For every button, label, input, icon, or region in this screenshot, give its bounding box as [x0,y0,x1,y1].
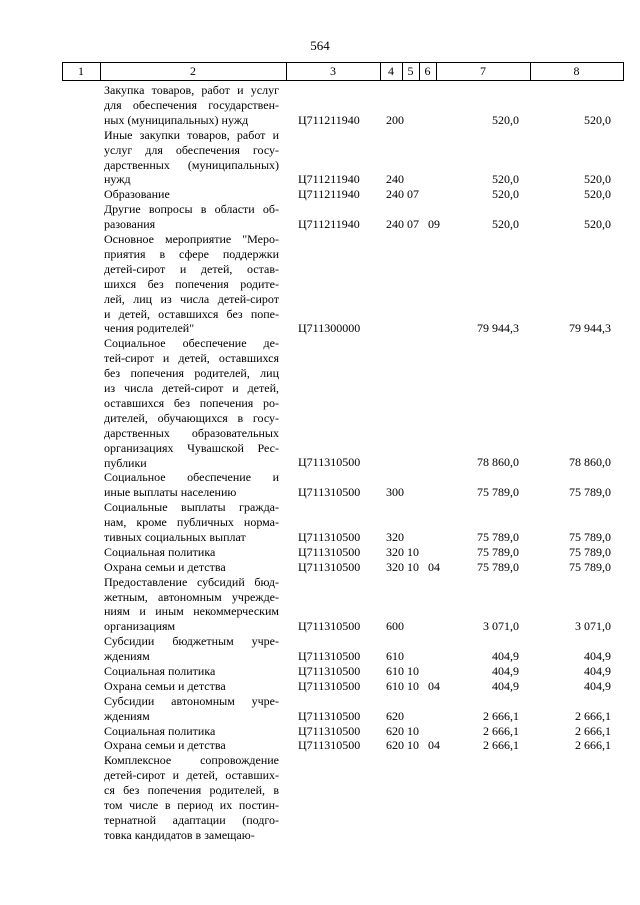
header-col-1: 1 [78,64,84,78]
row-name-line: Охрана семьи и детства [104,559,226,574]
row-vr: 600 [386,619,404,634]
row-value-8: 520,0 [584,172,611,187]
row-code: Ц711310500 [298,664,361,678]
row-value-7: 2 666,1 [483,738,519,753]
row-vr: 240 [386,217,404,232]
row-name-line: детей-сирот и детей, остав- [104,261,279,276]
row-rz: 10 [407,678,419,693]
row-name-line: ниям и иным некоммерческим [104,604,279,619]
row-name-line: Охрана семьи и детства [104,738,226,753]
row-name-line: Образование [104,187,170,202]
row-vr: 320 [386,529,404,544]
row-pr: 04 [428,678,440,693]
table-row [0,679,640,694]
row-code: Ц711310500 [298,544,361,559]
row-name-line: Предоставление субсидий бюд- [104,574,279,589]
row-value-7: 3 071,0 [483,619,519,634]
table-row [0,753,640,842]
row-value-8: 75 789,0 [569,559,611,574]
row-name-line: ждениям [104,649,150,664]
row-value-7: 75 789,0 [477,529,519,544]
header-bottom-border [62,80,624,81]
row-code: Ц711310500 [298,649,361,664]
row-name-line: и детей, оставшихся без попе- [104,306,279,321]
row-name [104,679,279,694]
table-row [0,575,640,635]
table-row [0,187,640,202]
row-name-line: без попечения родителей, лиц [104,366,279,381]
row-value-7: 520,0 [492,112,519,127]
row-name-line: иные выплаты населению [104,485,237,500]
row-code: Ц711310500 [298,619,361,634]
row-value-8: 2 666,1 [575,708,611,723]
row-name-line: тей-сирот и детей, оставшихся [104,351,279,366]
row-value-7: 404,9 [492,678,519,693]
row-name-line: чения родителей" [104,321,195,336]
row-name [104,753,279,842]
row-name [104,545,279,560]
row-vr: 620 [386,708,404,723]
row-value-8: 75 789,0 [569,529,611,544]
table-row [0,545,640,560]
header-divider [623,62,624,81]
table-row [0,560,640,575]
row-name [104,738,279,753]
table-row [0,694,640,724]
row-vr: 200 [386,112,404,127]
row-name-line: услуг для обеспечения госу- [104,142,279,157]
row-name [104,560,279,575]
row-name-line: Социальная политика [104,544,216,559]
row-value-7: 78 860,0 [477,455,519,470]
row-vr: 610 [386,649,404,664]
row-vr: 320 [386,544,404,559]
row-name-line: шихся без попечения родите- [104,276,279,291]
row-name-line: дарственных образовательных [104,425,279,440]
row-value-8: 404,9 [584,664,611,678]
header-col-4: 4 [388,64,394,78]
header-col-6: 6 [424,64,431,78]
row-name-line: Социальные выплаты гражда- [104,500,279,515]
row-value-8: 78 860,0 [569,455,611,470]
row-pr: 04 [428,738,440,753]
row-value-7: 2 666,1 [483,708,519,723]
row-rz: 07 [407,187,419,202]
row-code: Ц711310500 [298,738,361,753]
header-col-8: 8 [573,64,580,78]
table-body [0,83,640,843]
row-rz: 10 [407,544,419,559]
row-name-line: Социальная политика [104,723,216,738]
row-vr: 620 [386,723,404,738]
row-name [104,724,279,739]
row-name [104,634,279,664]
row-name [104,83,279,128]
row-value-7: 2 666,1 [483,723,519,738]
row-name [104,575,279,635]
table-row [0,470,640,500]
row-rz: 10 [407,723,419,738]
row-value-8: 520,0 [584,187,611,202]
row-name-line: товка кандидатов в замещаю- [104,827,255,842]
table-row [0,336,640,470]
row-value-8: 520,0 [584,112,611,127]
row-name-line: организациях Чувашской Рес- [104,440,279,455]
row-vr: 320 [386,559,404,574]
row-name [104,664,279,679]
row-code: Ц711310500 [298,485,361,500]
row-name-line: приятия в сфере поддержки [104,246,279,261]
row-code: Ц711211940 [298,217,360,232]
row-value-8: 2 666,1 [575,738,611,753]
row-code: Ц711211940 [298,112,360,127]
row-name-line: из числа детей-сирот и детей, [104,380,279,395]
header-col-2: 2 [190,64,196,78]
row-code: Ц711300000 [298,321,361,336]
row-name-line: Основное мероприятие "Меро- [104,231,279,246]
row-value-8: 79 944,3 [569,321,611,336]
row-name-line: тивных социальных выплат [104,529,246,544]
row-name [104,500,279,545]
row-rz: 07 [407,217,419,232]
row-code: Ц711211940 [298,187,360,202]
row-name-line: публики [104,455,147,470]
row-name-line: нам, кроме публичных норма- [104,515,279,530]
row-name-line: Комплексное сопровождение [104,753,279,768]
row-name-line: Иные закупки товаров, работ и [104,127,279,142]
table-row [0,232,640,336]
page-number: 564 [310,38,330,53]
table-row [0,128,640,188]
row-name-line: дарственных (муниципальных) [104,157,279,172]
row-name [104,694,279,724]
row-rz: 10 [407,738,419,753]
row-code: Ц711310500 [298,559,361,574]
row-vr: 620 [386,738,404,753]
row-vr: 240 [386,187,404,202]
row-name [104,202,279,232]
row-value-7: 520,0 [492,172,519,187]
table-row [0,202,640,232]
row-value-8: 2 666,1 [575,723,611,738]
row-name-line: для обеспечения государствен- [104,97,279,112]
row-name-line: дителей, обучающихся в госу- [104,410,279,425]
table-row [0,664,640,679]
row-name-line: ждениям [104,708,150,723]
row-name-line: Социальное обеспечение и [104,470,279,485]
row-name [104,187,279,202]
table-row [0,500,640,545]
row-name-line: Социальное обеспечение де- [104,336,279,351]
row-name-line: детей-сирот и детей, оставших- [104,768,279,783]
row-vr: 240 [386,172,404,187]
table-row [0,724,640,739]
row-code: Ц711310500 [298,455,361,470]
row-name-line: нужд [104,172,131,187]
row-pr: 09 [428,217,440,232]
row-name-line: Субсидии бюджетным учре- [104,634,279,649]
row-name-line: ся без попечения родителей, в [104,783,279,798]
row-value-8: 75 789,0 [569,544,611,559]
row-value-8: 520,0 [584,217,611,232]
row-value-8: 75 789,0 [569,485,611,500]
row-name-line: организациям [104,619,176,634]
row-rz: 10 [407,664,419,678]
row-name-line: тернатной адаптации (подго- [104,813,279,827]
row-code: Ц711310500 [298,708,361,723]
row-value-7: 520,0 [492,217,519,232]
row-name [104,232,279,336]
header-top-border [62,62,624,63]
row-name-line: Закупка товаров, работ и услуг [104,83,279,97]
row-pr: 04 [428,559,440,574]
row-code: Ц711310500 [298,723,361,738]
table-row [0,738,640,753]
row-name-line: разования [104,217,156,232]
row-name-line: том числе в период их постин- [104,798,279,813]
row-name-line: Субсидии автономным учре- [104,693,279,708]
table-row [0,634,640,664]
row-value-8: 404,9 [584,649,611,664]
row-name-line: Социальная политика [104,664,216,679]
table-header [62,62,624,81]
row-value-7: 75 789,0 [477,559,519,574]
row-value-7: 404,9 [492,649,519,664]
row-name-line: лей, лиц из числа детей-сирот [104,291,279,306]
row-name-line: жетным, автономным учрежде- [104,589,279,604]
row-name-line: Охрана семьи и детства [104,678,226,693]
row-name [104,128,279,188]
row-value-7: 75 789,0 [477,485,519,500]
row-value-7: 404,9 [492,664,519,678]
row-rz: 10 [407,559,419,574]
row-vr: 610 [386,678,404,693]
row-value-7: 520,0 [492,187,519,202]
row-value-7: 75 789,0 [477,544,519,559]
row-value-7: 79 944,3 [477,321,519,336]
header-col-5: 5 [407,64,414,78]
header-col-7: 7 [480,64,486,78]
row-code: Ц711310500 [298,678,361,693]
row-name [104,336,279,470]
row-name [104,470,279,500]
row-name-line: оставшихся без попечения ро- [104,395,279,410]
table-row [0,83,640,128]
row-vr: 300 [386,485,404,500]
row-value-8: 404,9 [584,678,611,693]
row-value-8: 3 071,0 [575,619,611,634]
row-name-line: Другие вопросы в области об- [104,202,279,217]
row-name-line: ных (муниципальных) нужд [104,112,249,127]
header-col-3: 3 [330,64,336,78]
row-vr: 610 [386,664,404,678]
row-code: Ц711310500 [298,529,361,544]
row-code: Ц711211940 [298,172,360,187]
